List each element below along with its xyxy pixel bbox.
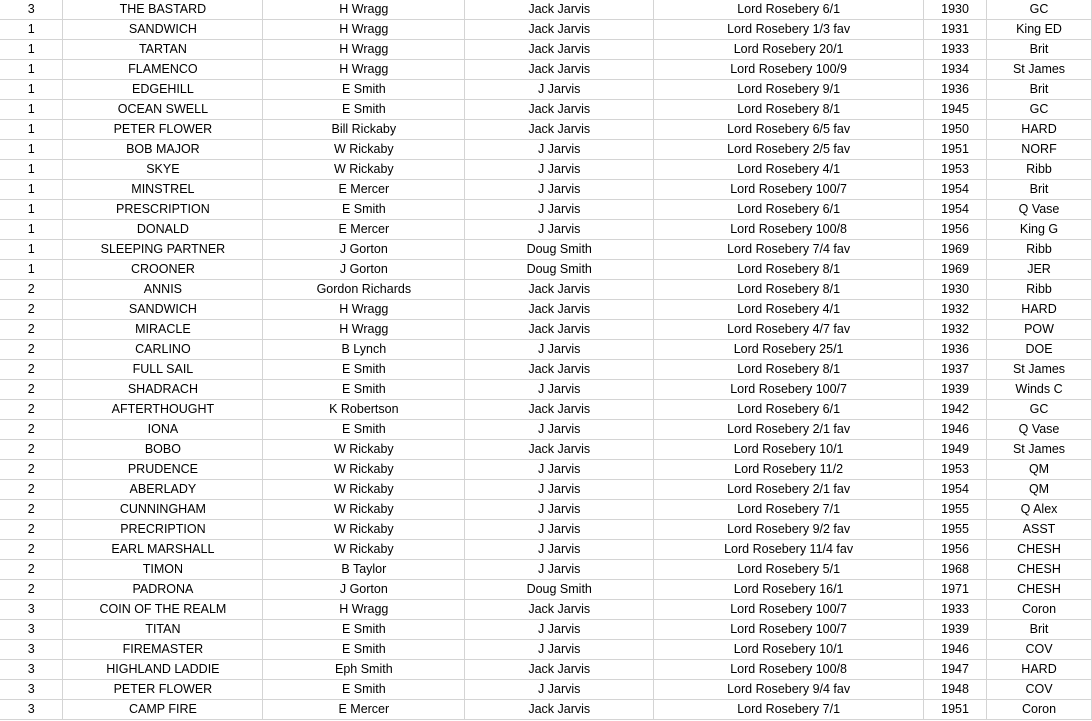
cell-horse[interactable]: OCEAN SWELL — [63, 100, 263, 120]
cell-jockey[interactable]: E Smith — [263, 100, 465, 120]
cell-year[interactable]: 1930 — [924, 280, 987, 300]
cell-horse[interactable]: TARTAN — [63, 40, 263, 60]
cell-jockey[interactable]: B Taylor — [263, 560, 465, 580]
cell-horse[interactable]: COIN OF THE REALM — [63, 600, 263, 620]
cell-position[interactable]: 1 — [0, 180, 63, 200]
cell-position[interactable]: 3 — [0, 0, 63, 20]
cell-horse[interactable]: IONA — [63, 420, 263, 440]
cell-jockey[interactable]: Eph Smith — [263, 660, 465, 680]
cell-race[interactable]: Q Vase — [987, 200, 1092, 220]
cell-horse[interactable]: EARL MARSHALL — [63, 540, 263, 560]
cell-year[interactable]: 1956 — [924, 540, 987, 560]
cell-position[interactable]: 2 — [0, 320, 63, 340]
cell-year[interactable]: 1939 — [924, 620, 987, 640]
cell-owner-odds[interactable]: Lord Rosebery 8/1 — [654, 360, 924, 380]
cell-year[interactable]: 1930 — [924, 0, 987, 20]
cell-race[interactable]: Q Alex — [987, 500, 1092, 520]
cell-position[interactable]: 3 — [0, 640, 63, 660]
table-row — [0, 440, 1092, 460]
cell-owner-odds[interactable]: Lord Rosebery 5/1 — [654, 560, 924, 580]
cell-trainer[interactable]: Jack Jarvis — [465, 20, 654, 40]
cell-owner-odds[interactable]: Lord Rosebery 6/1 — [654, 0, 924, 20]
cell-race[interactable]: HARD — [987, 300, 1092, 320]
cell-year[interactable]: 1951 — [924, 140, 987, 160]
cell-owner-odds[interactable]: Lord Rosebery 10/1 — [654, 440, 924, 460]
cell-race[interactable]: HARD — [987, 120, 1092, 140]
cell-horse[interactable]: BOBO — [63, 440, 263, 460]
cell-owner-odds[interactable]: Lord Rosebery 100/8 — [654, 660, 924, 680]
cell-jockey[interactable]: H Wragg — [263, 20, 465, 40]
cell-position[interactable]: 2 — [0, 360, 63, 380]
cell-jockey[interactable]: E Smith — [263, 360, 465, 380]
cell-race[interactable]: Brit — [987, 180, 1092, 200]
cell-jockey[interactable]: J Gorton — [263, 260, 465, 280]
cell-horse[interactable]: PRESCRIPTION — [63, 200, 263, 220]
cell-owner-odds[interactable]: Lord Rosebery 9/4 fav — [654, 680, 924, 700]
table-row — [0, 680, 1092, 700]
cell-trainer[interactable]: Jack Jarvis — [465, 120, 654, 140]
cell-position[interactable]: 1 — [0, 140, 63, 160]
cell-race[interactable]: St James — [987, 360, 1092, 380]
cell-trainer[interactable]: J Jarvis — [465, 540, 654, 560]
cell-position[interactable]: 1 — [0, 200, 63, 220]
cell-owner-odds[interactable]: Lord Rosebery 1/3 fav — [654, 20, 924, 40]
cell-trainer[interactable]: J Jarvis — [465, 200, 654, 220]
cell-year[interactable]: 1946 — [924, 640, 987, 660]
cell-owner-odds[interactable]: Lord Rosebery 25/1 — [654, 340, 924, 360]
cell-jockey[interactable]: E Smith — [263, 680, 465, 700]
cell-position[interactable]: 2 — [0, 540, 63, 560]
cell-trainer[interactable]: Jack Jarvis — [465, 280, 654, 300]
cell-trainer[interactable]: J Jarvis — [465, 140, 654, 160]
cell-owner-odds[interactable]: Lord Rosebery 2/5 fav — [654, 140, 924, 160]
table-row — [0, 560, 1092, 580]
cell-race[interactable]: HARD — [987, 660, 1092, 680]
cell-position[interactable]: 1 — [0, 40, 63, 60]
cell-trainer[interactable]: Doug Smith — [465, 240, 654, 260]
cell-trainer[interactable]: Doug Smith — [465, 260, 654, 280]
cell-jockey[interactable]: E Smith — [263, 380, 465, 400]
cell-race[interactable]: Winds C — [987, 380, 1092, 400]
table-row — [0, 700, 1092, 720]
cell-trainer[interactable]: Doug Smith — [465, 580, 654, 600]
cell-position[interactable]: 2 — [0, 520, 63, 540]
cell-horse[interactable]: CAMP FIRE — [63, 700, 263, 720]
cell-owner-odds[interactable]: Lord Rosebery 8/1 — [654, 280, 924, 300]
cell-position[interactable]: 2 — [0, 560, 63, 580]
cell-horse[interactable]: CUNNINGHAM — [63, 500, 263, 520]
cell-trainer[interactable]: J Jarvis — [465, 220, 654, 240]
cell-race[interactable]: Ribb — [987, 240, 1092, 260]
cell-trainer[interactable]: J Jarvis — [465, 680, 654, 700]
cell-trainer[interactable]: J Jarvis — [465, 560, 654, 580]
cell-year[interactable]: 1949 — [924, 440, 987, 460]
cell-position[interactable]: 3 — [0, 600, 63, 620]
cell-position[interactable]: 1 — [0, 60, 63, 80]
cell-race[interactable]: Coron — [987, 600, 1092, 620]
cell-jockey[interactable]: E Smith — [263, 620, 465, 640]
table-row — [0, 260, 1092, 280]
table-row — [0, 380, 1092, 400]
cell-year[interactable]: 1945 — [924, 100, 987, 120]
cell-year[interactable]: 1955 — [924, 500, 987, 520]
cell-horse[interactable]: DONALD — [63, 220, 263, 240]
table-row — [0, 0, 1092, 20]
cell-race[interactable]: Coron — [987, 700, 1092, 720]
cell-owner-odds[interactable]: Lord Rosebery 7/1 — [654, 500, 924, 520]
cell-trainer[interactable]: Jack Jarvis — [465, 0, 654, 20]
cell-race[interactable]: St James — [987, 60, 1092, 80]
cell-horse[interactable]: AFTERTHOUGHT — [63, 400, 263, 420]
cell-year[interactable]: 1932 — [924, 300, 987, 320]
table-row — [0, 100, 1092, 120]
cell-horse[interactable]: SANDWICH — [63, 20, 263, 40]
cell-race[interactable]: King G — [987, 220, 1092, 240]
cell-trainer[interactable]: J Jarvis — [465, 380, 654, 400]
cell-jockey[interactable]: E Mercer — [263, 700, 465, 720]
cell-race[interactable]: Ribb — [987, 160, 1092, 180]
table-row — [0, 420, 1092, 440]
table-row — [0, 160, 1092, 180]
cell-owner-odds[interactable]: Lord Rosebery 100/7 — [654, 620, 924, 640]
cell-owner-odds[interactable]: Lord Rosebery 16/1 — [654, 580, 924, 600]
table-row — [0, 120, 1092, 140]
cell-trainer[interactable]: Jack Jarvis — [465, 300, 654, 320]
cell-race[interactable]: Ribb — [987, 280, 1092, 300]
cell-trainer[interactable]: J Jarvis — [465, 460, 654, 480]
cell-jockey[interactable]: W Rickaby — [263, 520, 465, 540]
cell-owner-odds[interactable]: Lord Rosebery 100/8 — [654, 220, 924, 240]
table-row — [0, 40, 1092, 60]
cell-trainer[interactable]: Jack Jarvis — [465, 660, 654, 680]
cell-year[interactable]: 1936 — [924, 80, 987, 100]
cell-position[interactable]: 1 — [0, 100, 63, 120]
cell-jockey[interactable]: W Rickaby — [263, 440, 465, 460]
cell-position[interactable]: 3 — [0, 660, 63, 680]
cell-year[interactable]: 1942 — [924, 400, 987, 420]
cell-owner-odds[interactable]: Lord Rosebery 4/1 — [654, 300, 924, 320]
cell-position[interactable]: 3 — [0, 700, 63, 720]
cell-position[interactable]: 2 — [0, 420, 63, 440]
cell-trainer[interactable]: Jack Jarvis — [465, 400, 654, 420]
cell-position[interactable]: 1 — [0, 20, 63, 40]
cell-owner-odds[interactable]: Lord Rosebery 9/1 — [654, 80, 924, 100]
cell-jockey[interactable]: H Wragg — [263, 300, 465, 320]
cell-jockey[interactable]: K Robertson — [263, 400, 465, 420]
table-row — [0, 180, 1092, 200]
cell-owner-odds[interactable]: Lord Rosebery 9/2 fav — [654, 520, 924, 540]
cell-trainer[interactable]: J Jarvis — [465, 80, 654, 100]
cell-year[interactable]: 1956 — [924, 220, 987, 240]
cell-year[interactable]: 1934 — [924, 60, 987, 80]
cell-race[interactable]: Brit — [987, 40, 1092, 60]
cell-owner-odds[interactable]: Lord Rosebery 7/4 fav — [654, 240, 924, 260]
cell-jockey[interactable]: B Lynch — [263, 340, 465, 360]
cell-year[interactable]: 1951 — [924, 700, 987, 720]
cell-horse[interactable]: PETER FLOWER — [63, 120, 263, 140]
cell-owner-odds[interactable]: Lord Rosebery 6/1 — [654, 400, 924, 420]
cell-year[interactable]: 1946 — [924, 420, 987, 440]
table-row — [0, 480, 1092, 500]
cell-jockey[interactable]: E Smith — [263, 200, 465, 220]
cell-race[interactable]: COV — [987, 680, 1092, 700]
cell-position[interactable]: 1 — [0, 240, 63, 260]
cell-race[interactable]: St James — [987, 440, 1092, 460]
table-row — [0, 660, 1092, 680]
cell-owner-odds[interactable]: Lord Rosebery 4/1 — [654, 160, 924, 180]
cell-race[interactable]: Brit — [987, 80, 1092, 100]
cell-race[interactable]: JER — [987, 260, 1092, 280]
cell-year[interactable]: 1931 — [924, 20, 987, 40]
cell-horse[interactable]: CARLINO — [63, 340, 263, 360]
table-row — [0, 540, 1092, 560]
table-row — [0, 460, 1092, 480]
cell-trainer[interactable]: J Jarvis — [465, 480, 654, 500]
cell-race[interactable]: GC — [987, 100, 1092, 120]
cell-position[interactable]: 1 — [0, 80, 63, 100]
cell-owner-odds[interactable]: Lord Rosebery 100/7 — [654, 380, 924, 400]
table-row — [0, 80, 1092, 100]
table-row — [0, 580, 1092, 600]
cell-jockey[interactable]: J Gorton — [263, 580, 465, 600]
cell-trainer[interactable]: Jack Jarvis — [465, 320, 654, 340]
cell-owner-odds[interactable]: Lord Rosebery 20/1 — [654, 40, 924, 60]
cell-trainer[interactable]: Jack Jarvis — [465, 100, 654, 120]
cell-jockey[interactable]: H Wragg — [263, 60, 465, 80]
cell-year[interactable]: 1950 — [924, 120, 987, 140]
cell-position[interactable]: 3 — [0, 620, 63, 640]
cell-jockey[interactable]: W Rickaby — [263, 160, 465, 180]
cell-jockey[interactable]: E Mercer — [263, 180, 465, 200]
cell-race[interactable]: ASST — [987, 520, 1092, 540]
table-row — [0, 400, 1092, 420]
cell-position[interactable]: 3 — [0, 680, 63, 700]
cell-position[interactable]: 2 — [0, 340, 63, 360]
cell-year[interactable]: 1969 — [924, 260, 987, 280]
cell-jockey[interactable]: W Rickaby — [263, 140, 465, 160]
cell-owner-odds[interactable]: Lord Rosebery 10/1 — [654, 640, 924, 660]
table-row — [0, 300, 1092, 320]
table-row — [0, 520, 1092, 540]
cell-owner-odds[interactable]: Lord Rosebery 8/1 — [654, 260, 924, 280]
cell-race[interactable]: POW — [987, 320, 1092, 340]
cell-owner-odds[interactable]: Lord Rosebery 6/1 — [654, 200, 924, 220]
cell-year[interactable]: 1932 — [924, 320, 987, 340]
cell-trainer[interactable]: J Jarvis — [465, 620, 654, 640]
cell-trainer[interactable]: J Jarvis — [465, 160, 654, 180]
table-row — [0, 320, 1092, 340]
cell-position[interactable]: 2 — [0, 400, 63, 420]
cell-race[interactable]: CHESH — [987, 540, 1092, 560]
cell-owner-odds[interactable]: Lord Rosebery 8/1 — [654, 100, 924, 120]
table-row — [0, 640, 1092, 660]
cell-position[interactable]: 2 — [0, 460, 63, 480]
table-row — [0, 200, 1092, 220]
cell-horse[interactable]: SKYE — [63, 160, 263, 180]
cell-jockey[interactable]: W Rickaby — [263, 500, 465, 520]
cell-jockey[interactable]: H Wragg — [263, 0, 465, 20]
cell-horse[interactable]: TITAN — [63, 620, 263, 640]
cell-position[interactable]: 2 — [0, 280, 63, 300]
cell-year[interactable]: 1947 — [924, 660, 987, 680]
cell-horse[interactable]: PADRONA — [63, 580, 263, 600]
cell-horse[interactable]: MINSTREL — [63, 180, 263, 200]
cell-owner-odds[interactable]: Lord Rosebery 7/1 — [654, 700, 924, 720]
cell-trainer[interactable]: J Jarvis — [465, 340, 654, 360]
cell-horse[interactable]: BOB MAJOR — [63, 140, 263, 160]
cell-horse[interactable]: SLEEPING PARTNER — [63, 240, 263, 260]
cell-horse[interactable]: PRECRIPTION — [63, 520, 263, 540]
cell-year[interactable]: 1955 — [924, 520, 987, 540]
cell-trainer[interactable]: J Jarvis — [465, 520, 654, 540]
cell-year[interactable]: 1953 — [924, 460, 987, 480]
table-row — [0, 360, 1092, 380]
cell-jockey[interactable]: Bill Rickaby — [263, 120, 465, 140]
cell-owner-odds[interactable]: Lord Rosebery 100/7 — [654, 600, 924, 620]
cell-trainer[interactable]: J Jarvis — [465, 500, 654, 520]
cell-race[interactable]: COV — [987, 640, 1092, 660]
cell-jockey[interactable]: E Smith — [263, 640, 465, 660]
cell-race[interactable]: GC — [987, 0, 1092, 20]
cell-position[interactable]: 1 — [0, 160, 63, 180]
cell-owner-odds[interactable]: Lord Rosebery 100/7 — [654, 180, 924, 200]
cell-jockey[interactable]: W Rickaby — [263, 540, 465, 560]
cell-trainer[interactable]: Jack Jarvis — [465, 60, 654, 80]
cell-trainer[interactable]: Jack Jarvis — [465, 40, 654, 60]
cell-owner-odds[interactable]: Lord Rosebery 2/1 fav — [654, 480, 924, 500]
cell-year[interactable]: 1954 — [924, 480, 987, 500]
cell-position[interactable]: 1 — [0, 120, 63, 140]
cell-horse[interactable]: HIGHLAND LADDIE — [63, 660, 263, 680]
cell-race[interactable]: DOE — [987, 340, 1092, 360]
cell-horse[interactable]: FIREMASTER — [63, 640, 263, 660]
cell-position[interactable]: 1 — [0, 220, 63, 240]
cell-race[interactable]: QM — [987, 460, 1092, 480]
cell-horse[interactable]: SHADRACH — [63, 380, 263, 400]
cell-race[interactable]: CHESH — [987, 560, 1092, 580]
cell-jockey[interactable]: E Smith — [263, 80, 465, 100]
cell-horse[interactable]: MIRACLE — [63, 320, 263, 340]
cell-race[interactable]: Q Vase — [987, 420, 1092, 440]
cell-jockey[interactable]: W Rickaby — [263, 460, 465, 480]
cell-horse[interactable]: FLAMENCO — [63, 60, 263, 80]
table-row — [0, 140, 1092, 160]
cell-owner-odds[interactable]: Lord Rosebery 100/9 — [654, 60, 924, 80]
table-row — [0, 620, 1092, 640]
cell-trainer[interactable]: J Jarvis — [465, 180, 654, 200]
cell-trainer[interactable]: Jack Jarvis — [465, 600, 654, 620]
cell-horse[interactable]: THE BASTARD — [63, 0, 263, 20]
cell-horse[interactable]: PETER FLOWER — [63, 680, 263, 700]
cell-year[interactable]: 1968 — [924, 560, 987, 580]
cell-owner-odds[interactable]: Lord Rosebery 11/2 — [654, 460, 924, 480]
cell-year[interactable]: 1971 — [924, 580, 987, 600]
cell-jockey[interactable]: H Wragg — [263, 600, 465, 620]
cell-owner-odds[interactable]: Lord Rosebery 11/4 fav — [654, 540, 924, 560]
cell-jockey[interactable]: Gordon Richards — [263, 280, 465, 300]
cell-year[interactable]: 1954 — [924, 200, 987, 220]
cell-jockey[interactable]: E Smith — [263, 420, 465, 440]
cell-year[interactable]: 1939 — [924, 380, 987, 400]
cell-trainer[interactable]: J Jarvis — [465, 420, 654, 440]
cell-year[interactable]: 1954 — [924, 180, 987, 200]
table-row — [0, 220, 1092, 240]
cell-jockey[interactable]: H Wragg — [263, 320, 465, 340]
table-row — [0, 20, 1092, 40]
cell-position[interactable]: 2 — [0, 580, 63, 600]
cell-race[interactable]: King ED — [987, 20, 1092, 40]
cell-race[interactable]: CHESH — [987, 580, 1092, 600]
cell-trainer[interactable]: Jack Jarvis — [465, 440, 654, 460]
cell-horse[interactable]: ABERLADY — [63, 480, 263, 500]
cell-horse[interactable]: CROONER — [63, 260, 263, 280]
cell-race[interactable]: NORF — [987, 140, 1092, 160]
cell-position[interactable]: 2 — [0, 480, 63, 500]
cell-race[interactable]: GC — [987, 400, 1092, 420]
table-row — [0, 60, 1092, 80]
cell-owner-odds[interactable]: Lord Rosebery 4/7 fav — [654, 320, 924, 340]
cell-year[interactable]: 1948 — [924, 680, 987, 700]
cell-race[interactable]: Brit — [987, 620, 1092, 640]
table-row — [0, 340, 1092, 360]
cell-position[interactable]: 2 — [0, 500, 63, 520]
cell-position[interactable]: 1 — [0, 260, 63, 280]
cell-year[interactable]: 1953 — [924, 160, 987, 180]
cell-horse[interactable]: PRUDENCE — [63, 460, 263, 480]
cell-trainer[interactable]: Jack Jarvis — [465, 700, 654, 720]
cell-jockey[interactable]: W Rickaby — [263, 480, 465, 500]
cell-trainer[interactable]: J Jarvis — [465, 640, 654, 660]
cell-horse[interactable]: SANDWICH — [63, 300, 263, 320]
cell-horse[interactable]: EDGEHILL — [63, 80, 263, 100]
cell-horse[interactable]: TIMON — [63, 560, 263, 580]
cell-owner-odds[interactable]: Lord Rosebery 6/5 fav — [654, 120, 924, 140]
table-row — [0, 600, 1092, 620]
cell-year[interactable]: 1937 — [924, 360, 987, 380]
cell-horse[interactable]: FULL SAIL — [63, 360, 263, 380]
table-row — [0, 280, 1092, 300]
cell-jockey[interactable]: H Wragg — [263, 40, 465, 60]
cell-position[interactable]: 2 — [0, 440, 63, 460]
cell-jockey[interactable]: E Mercer — [263, 220, 465, 240]
cell-position[interactable]: 2 — [0, 380, 63, 400]
cell-year[interactable]: 1933 — [924, 40, 987, 60]
cell-trainer[interactable]: Jack Jarvis — [465, 360, 654, 380]
cell-race[interactable]: QM — [987, 480, 1092, 500]
table-row — [0, 500, 1092, 520]
table-row — [0, 240, 1092, 260]
cell-horse[interactable]: ANNIS — [63, 280, 263, 300]
cell-year[interactable]: 1969 — [924, 240, 987, 260]
cell-owner-odds[interactable]: Lord Rosebery 2/1 fav — [654, 420, 924, 440]
cell-jockey[interactable]: J Gorton — [263, 240, 465, 260]
cell-year[interactable]: 1936 — [924, 340, 987, 360]
cell-position[interactable]: 2 — [0, 300, 63, 320]
cell-year[interactable]: 1933 — [924, 600, 987, 620]
